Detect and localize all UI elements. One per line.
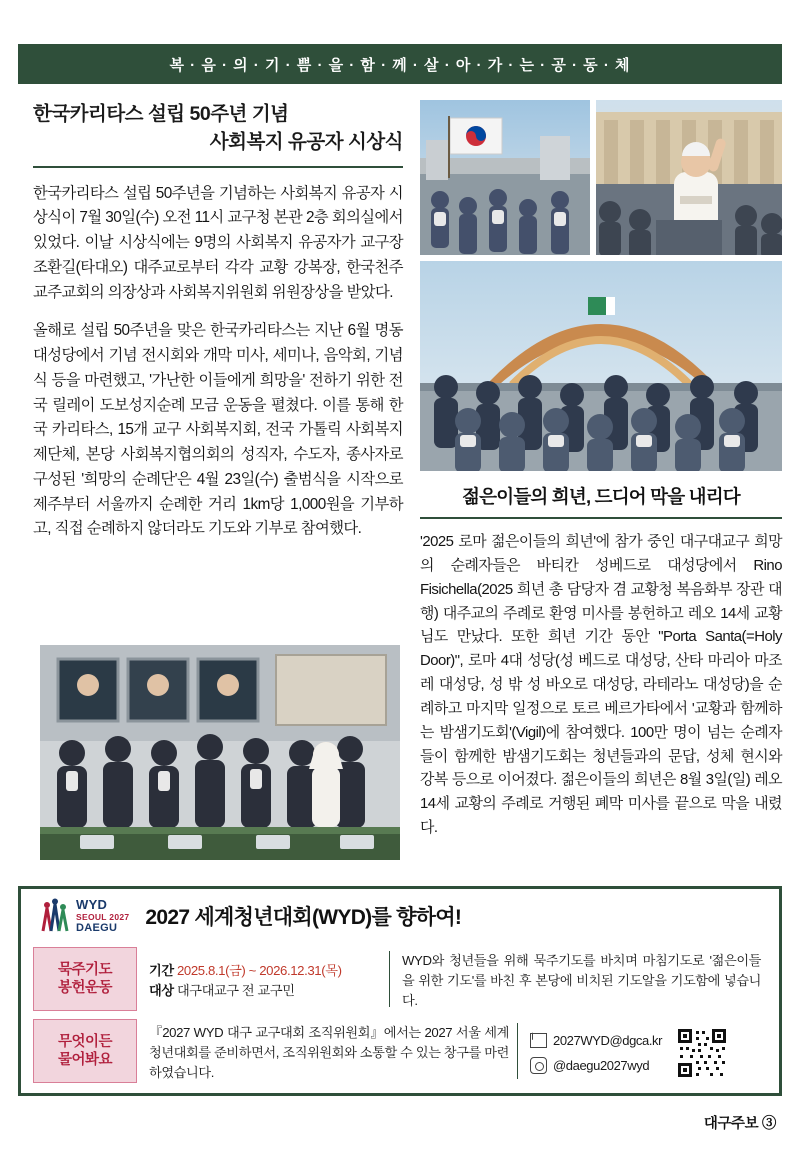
wyd-logo-seoul: SEOUL 2027 <box>76 912 130 923</box>
top-banner <box>18 44 782 84</box>
sub-headline: 젊은이들의 희년, 드디어 막을 내리다 <box>462 486 740 507</box>
wyd-contact-email-text: 2027WYD@dgca.kr <box>553 1032 663 1048</box>
wyd-row-ask <box>33 1019 769 1083</box>
wyd-contact-instagram[interactable] <box>530 1056 662 1076</box>
right-article-paragraph: '2025 로마 젊은이들의 희년'에 참가 중인 대구대교구 희망의 순례자들은 바티칸 성베드로 대성당에서 Rino Fisichella(2025 희년 총 담당자 겸 교황청 복음화부 장관 대행) 대주교의 주례로 환영 미사를 봉헌하고 레오 14세 교황님도 만났다. 또한 희년 기간 동안 "Porta Santa(=Holy Door)", 로마 4대 성당(성 베드로 대성당, 산타 마리아 마조레 대성당, 성 밖 성 바오로 대성당, 라테라노 대성당)을 순례하고 마지막 일정으로 토르 베르가타에서 '교황과 함께하는 밤샘기도회'(Vigil)에 참여했다. 100만 명이 넘는 순례자들이 함께한 밤샘기도회는 청년들과의 문답, 성체 현시와 강복 등으로 이어졌다. 젊은이들의 희년은 8월 3일(일) 레오 14세 교황의 주례로 거행된 폐막 미사를 끝으로 막을 내렸다. <box>420 534 782 837</box>
article-paragraph-1: 한국카리타스 설립 50주년을 기념하는 사회복지 유공자 시상식이 7월 30일(수) 오전 11시 교구청 본관 2층 회의실에서 있었다. 이날 시상식에는 9명의 사회복지 유공자가 교구장 조환길(타대오) 대주교로부터 각각 교황 강복장, 한국천주교주교회의 의장상과 사회복지위원회 위원장상을 받았다. <box>33 184 403 301</box>
wyd-tag-rosary-line2: 봉헌운동 <box>57 980 113 996</box>
instagram-icon <box>530 1057 547 1074</box>
wyd-contacts <box>530 1031 662 1076</box>
wyd-rosary-target-value: 대구대교구 전 교구민 <box>176 983 295 998</box>
photo-flags-graphic <box>420 100 590 255</box>
wyd-logo-wyd: WYD <box>76 896 108 912</box>
left-article-column <box>33 100 403 556</box>
sub-headline-divider <box>420 517 782 519</box>
photo-pilgrims-with-flags <box>420 100 590 255</box>
wyd-rosary-period-value: 2025.8.1(금) ~ 2026.12.31(목) <box>176 963 342 979</box>
wyd-promo-box <box>18 886 782 1096</box>
photo-award-ceremony <box>40 645 400 860</box>
headline-divider <box>33 166 403 168</box>
wyd-logo <box>37 897 129 935</box>
wyd-logo-icon <box>37 898 71 934</box>
photo-crowd-graphic <box>420 261 782 471</box>
wyd-logo-daegu: DAEGU <box>76 922 118 935</box>
headline-line-1: 한국카리타스 설립 50주년 기념 <box>33 103 289 125</box>
qr-code-icon[interactable] <box>676 1027 728 1079</box>
wyd-rosary-period <box>149 961 379 981</box>
page-footer: 대구주보 ③ <box>703 1116 776 1132</box>
wyd-rosary-period-key: 기간 <box>149 963 174 979</box>
wyd-tag-ask-line2: 물어봐요 <box>57 1052 113 1068</box>
wyd-title: 2027 세계청년대회(WYD)를 향하여! <box>145 906 462 929</box>
photo-award-graphic <box>40 645 400 860</box>
wyd-header <box>21 889 779 943</box>
banner-text: 복 · 음 · 의 · 기 · 쁨 · 을 · 함 · 께 · 살 · 아 · 가 · 는 · 공 · 동 · 체 <box>169 56 631 74</box>
wyd-tag-ask-line1: 무엇이든 <box>57 1033 113 1050</box>
wyd-row-rosary <box>33 947 769 1011</box>
wyd-tag-rosary-line1: 묵주기도 <box>57 961 113 978</box>
photo-group-pilgrims <box>420 261 782 471</box>
photo-pope-graphic <box>596 100 782 255</box>
wyd-rosary-target-key: 대상 <box>149 983 174 998</box>
wyd-tag-ask <box>33 1019 137 1083</box>
wyd-rosary-description: WYD와 청년들을 위해 묵주기도를 바치며 마침기도로 '젊은이들을 위한 기도'를 바친 후 본당에 비치된 기도알을 기도함에 넣습니다. <box>402 953 761 1008</box>
article-paragraph-2: 올해로 설립 50주년을 맞은 한국카리타스는 지난 6월 명동 대성당에서 기념 전시회와 개막 미사, 세미나, 음악회, 기념식 등을 마련했고, '가난한 이들에게 희망을' 전하기 위한 전국 릴레이 도보성지순례 모금 운동을 펼쳤다. 이를 통해 한국 카리타스, 15개 교구 사회복지회, 전국 가톨릭 사회복지 제단체, 본당 사회복지협의회의 성직자, 수도자, 종사자로 구성된 '희망의 순례단'은 4월 23일(수) 출범식을 시작으로 제주부터 서울까지 순례한 거리 1km당 1,000원을 기부하고, 직접 순례하지 않더라도 기도와 기부로 참여했다. <box>33 322 403 538</box>
wyd-ask-description: 『2027 WYD 대구 교구대회 조직위원회』에서는 2027 서울 세계청년대회를 준비하면서, 조직위원회와 소통할 수 있는 창구를 마련하였습니다. <box>149 1025 509 1080</box>
wyd-contact-instagram-text: @daegu2027wyd <box>553 1058 650 1073</box>
mail-icon <box>530 1033 547 1048</box>
wyd-tag-rosary <box>33 947 137 1011</box>
photo-pope-greeting <box>596 100 782 255</box>
wyd-logo-text <box>76 897 129 935</box>
headline-line-2: 사회복지 유공자 시상식 <box>209 131 403 154</box>
article-headline <box>33 100 403 157</box>
right-article-column <box>420 483 782 841</box>
wyd-contact-email[interactable] <box>530 1031 662 1051</box>
wyd-rosary-details <box>137 947 389 1011</box>
wyd-rosary-target <box>149 981 379 1001</box>
